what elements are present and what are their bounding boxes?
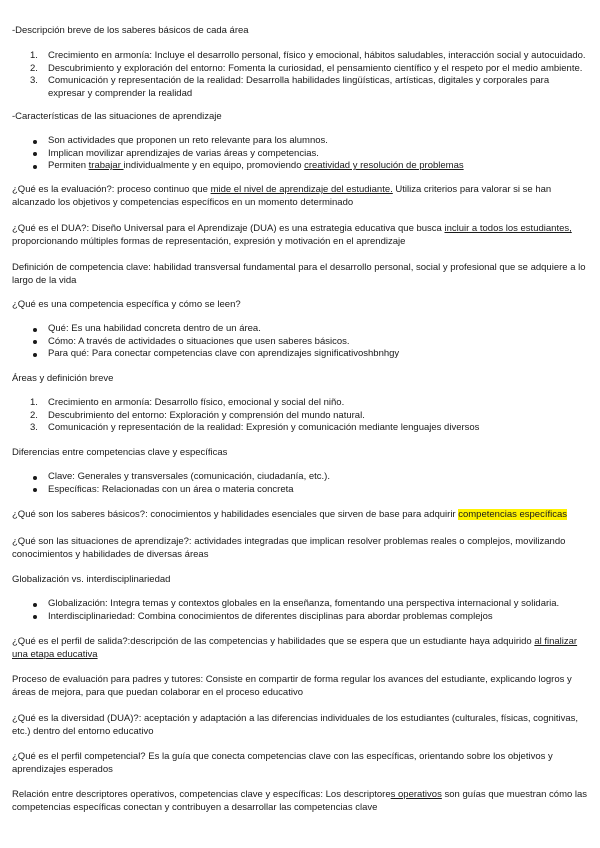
section-heading-areas: Áreas y definición breve [12,373,114,384]
list-item: Para qué: Para conectar competencias clave con aprendizajes significativoshbnhgy [12,348,588,361]
section-heading-globalizacion: Globalización vs. interdisciplinariedad [12,574,171,585]
list-item: Permiten trabajar individualmente y en equipo, promoviendo creatividad y resolución de problemas [12,160,588,173]
list-saberes-areas [12,50,588,100]
list-item: Clave: Generales y transversales (comunicación, ciudadanía, etc.). [12,471,588,484]
paragraph-proceso-evaluacion: Proceso de evaluación para padres y tutores: Consiste en compartir de forma regular los avances del estudiante, explicando logros y áreas de mejora, para que puedan colaborar en el proceso educativo [12,674,572,698]
paragraph-diversidad: ¿Qué es la diversidad (DUA)?: aceptación y adaptación a las diferencias individuales de los estudiantes (culturales, físicas, cognitivas, etc.) dentro del entorno educativo [12,713,579,737]
list-item: Cómo: A través de actividades o situaciones que usen saberes básicos. [12,336,588,349]
paragraph-situaciones: ¿Qué son las situaciones de aprendizaje?: actividades integradas que implican resolver problemas reales o complejos, movilizando conocimientos y habilidades de diversas áreas [12,536,566,560]
list-item: 2. Descubrimiento del entorno: Exploración y comprensión del mundo natural. [30,409,365,421]
section-heading-diferencias: Diferencias entre competencias clave y específicas [12,447,228,458]
list-item: 3. Comunicación y representación de la realidad: Expresión y comunicación mediante lenguajes diversos [30,422,480,433]
paragraph-perfil-competencial: ¿Qué es el perfil competencial? Es la guía que conecta competencias clave con las específicas, orientando sobre los objetivos y aprendizajes esperados [12,751,553,775]
paragraph-perfil-salida: ¿Qué es el perfil de salida?:descripción de las competencias y habilidades que se espera que un estudiante haya adquirido al finalizar una etapa educativa [12,636,578,660]
list-item: Son actividades que proponen un reto relevante para los alumnos. [12,135,588,148]
paragraph-dua: ¿Qué es el DUA?: Diseño Universal para el Aprendizaje (DUA) es una estrategia educativa que busca incluir a todos los estudiantes, proporcionando múltiples formas de representación, expresión y motivación en el aprendizaje [12,223,572,247]
list-item: 1. Crecimiento en armonía: Incluye el desarrollo personal, físico y emocional, hábitos saludables, interacción social y autocuidado. [30,50,586,61]
list-item: Específicas: Relacionadas con un área o materia concreta [12,484,588,497]
list-item: Globalización: Integra temas y contextos globales en la enseñanza, fomentando una perspectiva internacional y solidaria. [12,598,588,611]
list-areas [12,397,588,435]
list-competencia-especifica [12,323,588,361]
list-item: Qué: Es una habilidad concreta dentro de un área. [12,323,588,336]
list-item: Interdisciplinariedad: Combina conocimientos de diferentes disciplinas para abordar problemas complejos [12,611,588,624]
section-heading-competencia-especifica: ¿Qué es una competencia específica y cómo se leen? [12,299,241,310]
paragraph-saberes-basicos: ¿Qué son los saberes básicos?: conocimientos y habilidades esenciales que sirven de base para adquirir competencias específicas [12,509,568,520]
list-item: 1. Crecimiento en armonía: Desarrollo físico, emocional y social del niño. [30,397,345,408]
paragraph-competencia-clave: Definición de competencia clave: habilidad transversal fundamental para el desarrollo personal, social y profesional que se adquiere a lo largo de la vida [12,262,586,286]
list-item: 2. Descubrimiento y exploración del entorno: Fomenta la curiosidad, el pensamiento científico y el respeto por el medio ambiente. [30,62,583,74]
paragraph-evaluacion: ¿Qué es la evaluación?: proceso continuo que mide el nivel de aprendizaje del estudiante. Utiliza criterios para valorar si se han alcanzado los objetivos y competencias específicos en un momento determinado [12,184,552,208]
section-heading-caracteristicas: -Características de las situaciones de aprendizaje [12,111,222,122]
paragraph-relacion-descriptores: Relación entre descriptores operativos, competencias clave y específicas: Los descriptores operativos son guías que muestran cómo las competencias específicas conectan y contribuyen a desarrollar las competencias clave [12,789,588,813]
list-item: 3. Comunicación y representación de la realidad: Desarrolla habilidades lingüísticas, artísticas, digitales y corporales para expresar y comprender la realidad [30,75,550,99]
list-caracteristicas [12,135,588,173]
list-item: Implican movilizar aprendizajes de varias áreas y competencias. [12,148,588,161]
list-diferencias [12,471,588,496]
list-globalizacion [12,598,588,623]
section-heading-saberes: -Descripción breve de los saberes básicos de cada área [12,25,249,36]
highlighted-text: competencias específicas [458,509,568,520]
